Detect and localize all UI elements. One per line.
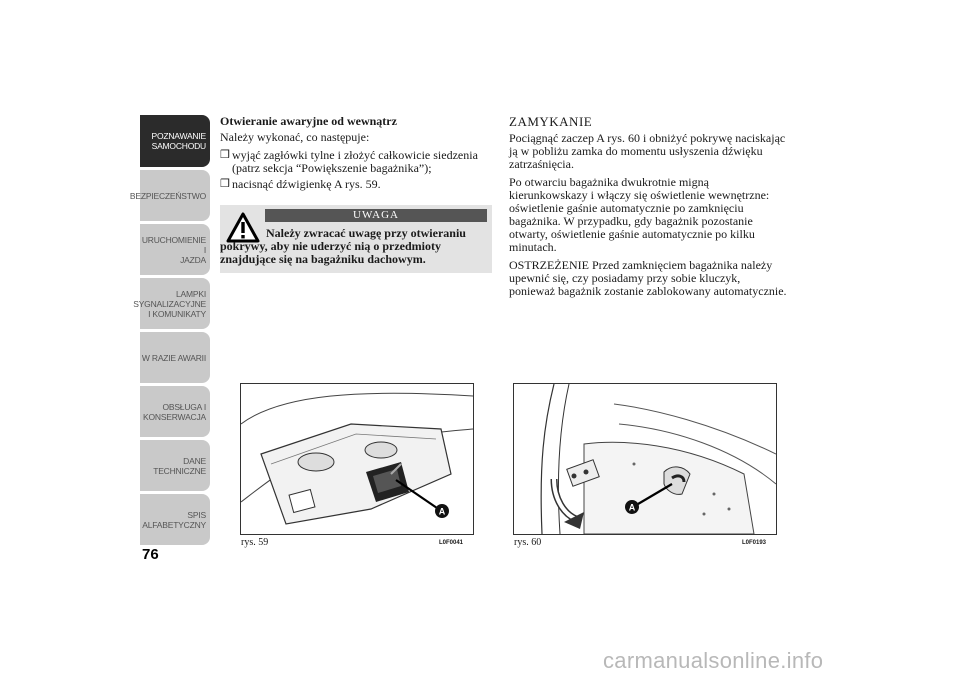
paragraph: Po otwarciu bagażnika dwukrotnie migną kierunkowskazy i włączy się oświetlenie wewnętrzne: oświetlenie gaśnie automatycznie po zamknięciu bagażnika. W przypadku, gdy bagażnik pozostanie otwarty, oświetlenie gaśnie automatycznie po kilku minutach. bbox=[509, 175, 770, 254]
callout-label-a: A bbox=[628, 502, 636, 513]
warning-box bbox=[220, 205, 492, 273]
tab-label: SPIS bbox=[187, 509, 206, 520]
figure-59 bbox=[240, 383, 474, 548]
left-column bbox=[220, 115, 492, 194]
tab-label: ALFABETYCZNY bbox=[142, 519, 206, 530]
checkbox-bullet-icon: ❒ bbox=[220, 149, 230, 161]
tab-label: URUCHOMIENIE I bbox=[141, 234, 206, 255]
tab-lampki-sygnalizacyjne[interactable] bbox=[133, 278, 210, 329]
tab-label: OBSŁUGA I bbox=[162, 401, 206, 412]
tab-label: TECHNICZNE bbox=[153, 465, 206, 476]
figure-caption: rys. 59 bbox=[241, 537, 269, 548]
tab-poznawanie-samochodu[interactable] bbox=[140, 115, 210, 167]
tab-label: KONSERWACJA bbox=[143, 411, 206, 422]
tab-label: SAMOCHODU bbox=[151, 141, 206, 151]
tab-uruchomienie-i-jazda[interactable] bbox=[140, 224, 210, 275]
warning-text: Należy zwracać uwagę przy otwieraniu pokrywy, aby nie uderzyć nią o przedmioty znajdujące się na bagażniku dachowym. bbox=[220, 226, 466, 266]
tab-label: JAZDA bbox=[180, 254, 206, 265]
paragraph: Pociągnąć zaczep A rys. 60 i obniżyć pokrywę naciskając ją w pobliżu zamka do momentu usłyszenia dźwięku zatrzaśnięcia. bbox=[509, 131, 786, 171]
list-item bbox=[220, 178, 492, 191]
tab-label: DANE bbox=[183, 455, 206, 466]
right-column bbox=[509, 115, 789, 303]
tailgate-lever-illustration bbox=[241, 384, 473, 534]
callout-label-a: A bbox=[438, 506, 446, 517]
warning-title: UWAGA bbox=[265, 209, 487, 222]
watermark: carmanualsonline.info bbox=[603, 648, 824, 673]
tailgate-closing-illustration bbox=[514, 384, 776, 534]
tab-w-razie-awarii[interactable] bbox=[140, 332, 210, 383]
section-heading: ZAMYKANIE bbox=[509, 114, 593, 129]
intro-text: Należy wykonać, co następuje: bbox=[220, 130, 370, 144]
figure-code: L0F0193 bbox=[742, 540, 767, 546]
checkbox-bullet-icon: ❒ bbox=[220, 178, 230, 190]
tab-label: POZNAWANIE bbox=[151, 131, 206, 141]
tab-obsluga-i-konserwacja[interactable] bbox=[140, 386, 210, 437]
tab-label: BEZPIECZEŃSTWO bbox=[129, 190, 206, 201]
list-item bbox=[220, 149, 492, 175]
tab-label: I KOMUNIKATY bbox=[148, 308, 206, 319]
tab-label: LAMPKI bbox=[176, 288, 206, 299]
paragraph: OSTRZEŻENIE Przed zamknięciem bagażnika należy upewnić się, czy posiadamy przy sobie kluczyk, ponieważ bagażnik zostanie zablokowany automatycznie. bbox=[509, 258, 787, 298]
tab-dane-techniczne[interactable] bbox=[140, 440, 210, 491]
page-number: 76 bbox=[142, 546, 159, 563]
figure-60 bbox=[513, 383, 777, 548]
list-item-text: wyjąć zagłówki tylne i złożyć całkowicie siedzenia (patrz sekcja “Powiększenie bagażnika”); bbox=[232, 148, 478, 175]
tab-label: W RAZIE AWARII bbox=[141, 352, 206, 363]
figure-caption: rys. 60 bbox=[514, 537, 542, 548]
list-item-text: nacisnąć dźwigienkę A rys. 59. bbox=[232, 177, 381, 191]
tab-bezpieczenstwo[interactable] bbox=[129, 170, 210, 221]
tab-spis-alfabetyczny[interactable] bbox=[140, 494, 210, 545]
section-heading: Otwieranie awaryjne od wewnątrz bbox=[220, 114, 397, 128]
figure-code: L0F0041 bbox=[439, 540, 464, 546]
tab-label: SYGNALIZACYJNE bbox=[133, 298, 206, 309]
